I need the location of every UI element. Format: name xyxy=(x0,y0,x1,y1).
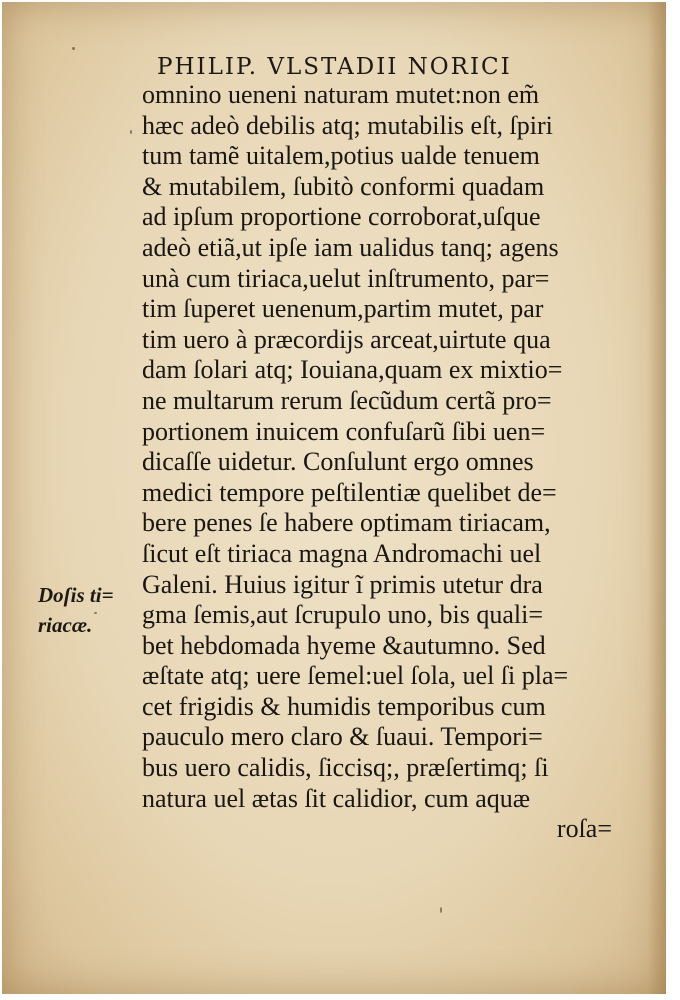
running-title: PHILIP. VLSTADII NORICI xyxy=(157,54,512,80)
paper-speck xyxy=(440,907,442,913)
text-line-24: natura uel ætas ſit calidior, cum aquæ xyxy=(142,783,531,813)
text-line-18: gma ſemis,aut ſcrupulo uno, bis quali= xyxy=(142,600,543,630)
text-line-14: medici tempore peſtilentiæ quelibet de= xyxy=(142,477,557,507)
catchword: roſa= xyxy=(556,814,612,844)
text-line-9: tim uero à præcordijs arceat,uirtute qua xyxy=(142,324,551,354)
text-line-5: ad ipſum proportione corroborat,uſque xyxy=(142,202,541,232)
text-line-16: ſicut eſt tiriaca magna Andromachi uel xyxy=(142,538,542,568)
body-text xyxy=(142,80,612,845)
book-page xyxy=(2,2,666,994)
margin-note-line-2: riacæ. xyxy=(38,613,93,637)
text-line-17: Galeni. Huius igitur ĩ primis utetur dra xyxy=(142,569,543,599)
text-line-12: portionem inuicem confuſarũ ſibi uen= xyxy=(142,416,546,446)
paper-speck xyxy=(130,130,132,134)
text-line-7: unà cum tiriaca,uelut inſtrumento, par= xyxy=(142,263,550,293)
text-line-8: tim ſuperet uenenum,partim mutet, par xyxy=(142,294,544,324)
text-line-4: & mutabilem, ſubitò conformi quadam xyxy=(142,171,545,201)
text-line-19: bet hebdomada hyeme &autumno. Sed xyxy=(142,630,546,660)
margin-note-line-1: Doſis ti= xyxy=(38,583,114,607)
text-line-11: ne multarum rerum ſecũdum certã pro= xyxy=(142,385,552,415)
paper-speck xyxy=(94,612,97,614)
text-line-15: bere penes ſe habere optimam tiriacam, xyxy=(142,508,551,538)
text-line-23: bus uero calidis, ſiccisq;, præſertimq; ſi xyxy=(142,753,549,783)
text-line-22: pauculo mero claro & ſuaui. Tempori= xyxy=(142,722,543,752)
text-line-3: tum tamẽ uitalem,potius ualde tenuem xyxy=(142,141,540,171)
text-line-2: hæc adeò debilis atq; mutabilis eſt, ſpiri xyxy=(142,110,553,140)
margin-note xyxy=(38,580,114,640)
text-line-10: dam ſolari atq; Iouiana,quam ex mixtio= xyxy=(142,355,563,385)
text-line-1: omnino ueneni naturam mutet:non em̃ xyxy=(142,80,540,109)
paper-speck xyxy=(72,47,75,50)
text-line-20: æſtate atq; uere ſemel:uel ſola, uel ſi pla= xyxy=(142,661,569,691)
text-line-13: dicaſſe uidetur. Conſulunt ergo omnes xyxy=(142,447,534,477)
text-line-21: cet frigidis & humidis temporibus cum xyxy=(142,691,546,721)
text-line-6: adeò etiã,ut ipſe iam ualidus tanq; agens xyxy=(142,232,559,262)
